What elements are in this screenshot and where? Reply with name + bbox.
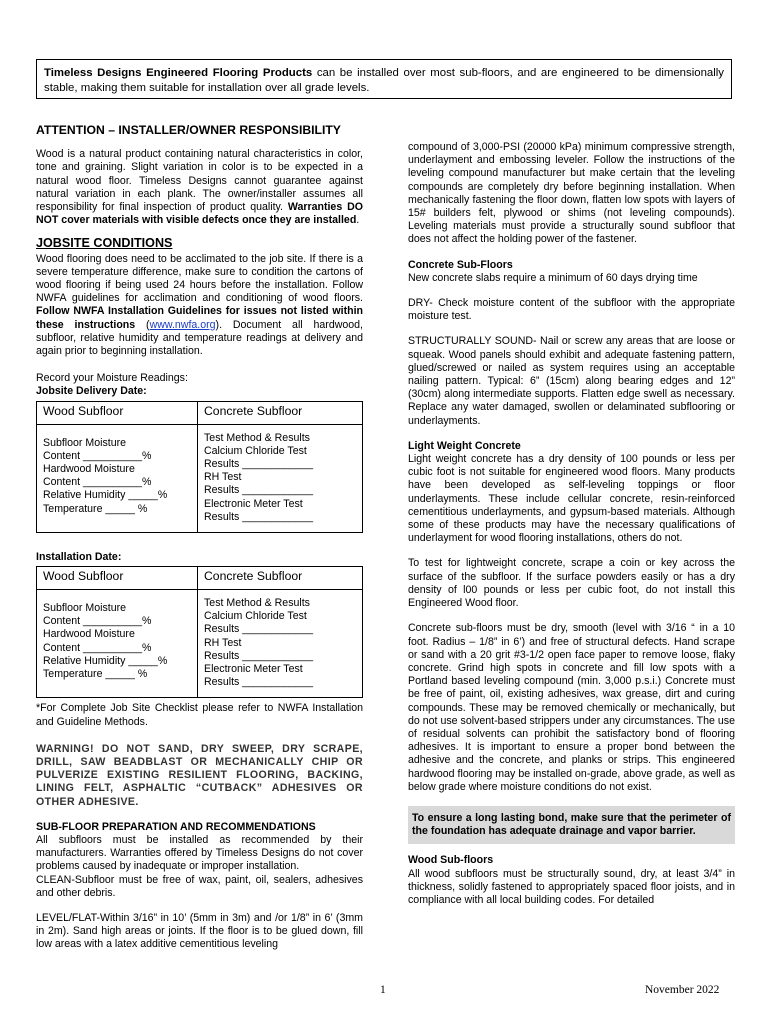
concrete-field: Calcium Chloride Test <box>204 610 307 623</box>
concrete-field: Results ____________ <box>204 649 313 662</box>
attention-heading: ATTENTION – INSTALLER/OWNER RESPONSIBILITY <box>36 123 341 137</box>
wood-field: Temperature _____ % <box>43 668 148 681</box>
concrete-field: Results ____________ <box>204 484 313 497</box>
wood-subfloor-header: Wood Subfloor <box>37 401 198 424</box>
attention-warranty-note: Warranties DO NOT cover materials with visible defects once they are installed <box>36 201 363 227</box>
subfloor-prep-heading: SUB-FLOOR PREPARATION AND RECOMMENDATIONS <box>36 820 316 833</box>
concrete-subfloors-text: New concrete slabs require a minimum of 60 days drying time <box>408 271 698 284</box>
footer-date: November 2022 <box>645 984 720 996</box>
concrete-requirements-text: Concrete sub-floors must be dry, smooth (level with 3/16 “ in a 10 foot. Radius – 1/8” in 6’) and free of structural defects. Hand scrape or sand with a 20 grit #3-1/2 open face paper to remove loose, flaky concrete. Grind high spots in concrete and fill low spots with a Portland based leveling compound (min. 3,000 p.s.i.) Concrete must be free of paint, oil, existing adhesives, wax grease, dirt and curing compounds. These may be removed chemically or mechanically, but do not use solvent-based strippers under any circumstances. The use of residual solvents can prohibit the satisfactory bond of flooring adhesives. It is important to ensure a proper bond between the adhesive and the concrete, and planks or strips. This engineered hardwood flooring may be installed on-grade, above grade, as well as below grade where moisture conditions do not exist. <box>408 622 735 793</box>
bond-note: To ensure a long lasting bond, make sure that the perimeter of the foundation has adequate drainage and vapor barrier. <box>408 806 735 844</box>
jobsite-heading: JOBSITE CONDITIONS <box>36 236 173 251</box>
wood-subfloor-header: Wood Subfloor <box>37 567 198 590</box>
wood-field: Content __________% <box>43 615 152 628</box>
jobsite-paragraph <box>36 253 363 359</box>
wood-field: Temperature _____ % <box>43 502 148 515</box>
lightweight-concrete-heading: Light Weight Concrete <box>408 439 521 452</box>
nwfa-link[interactable]: www.nwfa.org <box>149 318 216 331</box>
left-column <box>36 124 363 952</box>
installation-date-label: Installation Date: <box>36 550 122 563</box>
wood-field: Content __________% <box>43 449 152 462</box>
subfloor-prep-text: All subfloors must be installed as recommended by their manufacturers. Warranties offered by Timeless Designs do not cover problems caused by inadequate or improper installation. <box>36 833 363 873</box>
checklist-note: *For Complete Job Site Checklist please refer to NWFA Installation and Guideline Methods. <box>36 702 363 728</box>
wood-subfloors-heading: Wood Sub-floors <box>408 854 494 867</box>
right-column <box>408 141 735 907</box>
concrete-field: Results ____________ <box>204 623 313 636</box>
concrete-field: Results ____________ <box>204 458 313 471</box>
wood-field: Hardwood Moisture <box>43 463 135 476</box>
wood-subfloor-fields[interactable] <box>37 590 198 698</box>
wood-field: Hardwood Moisture <box>43 628 135 641</box>
installation-moisture-table <box>36 566 363 698</box>
concrete-subfloors-heading: Concrete Sub-Floors <box>408 258 513 271</box>
concrete-subfloor-fields[interactable] <box>198 424 363 532</box>
intro-box <box>36 59 732 99</box>
concrete-field: Results ____________ <box>204 676 313 689</box>
dry-text: DRY- Check moisture content of the subfloor with the appropriate moisture test. <box>408 297 735 323</box>
page-number: 1 <box>380 984 386 996</box>
wood-subfloors-text: All wood subfloors must be structurally sound, dry, at least 3/4” in thickness, solidly fastened to appropriately spaced floor joists, and in compliance with all local building codes. For detailed <box>408 867 735 906</box>
concrete-field: Electronic Meter Test <box>204 663 303 676</box>
wood-subfloor-fields[interactable] <box>37 424 198 532</box>
wood-field: Content __________% <box>43 641 152 654</box>
jobsite-text-2: ). Document all hardwood, subfloor, relative humidity and temperature readings at delivery and again prior to beginning installation. <box>36 318 363 358</box>
concrete-field: Results ____________ <box>204 510 313 523</box>
compound-text: compound of 3,000-PSI (20000 kPa) minimum compressive strength, underlayment and embossing leveler. Follow the instructions of the leveling compound manufacturer but make certain that the leveling compounds are completely dry before beginning installation. When mechanically fastening the floor down, flatten low spots with layers of 15# builders felt, plywood or shims (not leveling compounds). Leveling materials must provide a structurally sound subfloor that does not affect the holding power of the fastener. <box>408 141 735 246</box>
concrete-field: RH Test <box>204 636 242 649</box>
level-text: LEVEL/FLAT-Within 3/16” in 10’ (5mm in 3m) and /or 1/8” in 6’ (3mm in 2m). Sand high areas or joints. If the floor is to be glued down, fill low areas with a latex additive cementitious leveling <box>36 911 363 951</box>
attention-text: Wood is a natural product containing natural characteristics in color, tone and graining. Slight variation in color is to be expected in a natural wood floor. Timeless Designs cannot guarantee against natural variation in each plank. The owner/installer assumes all responsibility for final inspection of product quality. <box>36 148 363 214</box>
wood-field: Subfloor Moisture <box>43 602 127 615</box>
concrete-field: Calcium Chloride Test <box>204 444 307 457</box>
concrete-field: Test Method & Results <box>204 431 310 444</box>
concrete-field: Electronic Meter Test <box>204 497 303 510</box>
concrete-subfloor-header: Concrete Subfloor <box>198 401 363 424</box>
concrete-subfloor-fields[interactable] <box>198 590 363 698</box>
delivery-date-label: Jobsite Delivery Date: <box>36 385 147 398</box>
record-label: Record your Moisture Readings: <box>36 372 188 385</box>
intro-product-name: Timeless Designs Engineered Flooring Products <box>44 67 313 79</box>
lightweight-concrete-text: Light weight concrete has a dry density of 100 pounds or less per cubic foot is not suitable for engineered wood floors. Many products have been developed as self-leveling toppings or floor underlayments. These include cellular concrete, resin-reinforced cementitious underlayments, and gypsum-based materials. Although some of these products may have the necessary qualifications of underlayment for wood flooring installations, others do not. <box>408 453 735 545</box>
wood-field: Relative Humidity _____% <box>43 654 168 667</box>
delivery-moisture-table <box>36 401 363 533</box>
jobsite-text: Wood flooring does need to be acclimated to the job site. If there is a severe temperature difference, make sure to condition the cartons of wood flooring if being used 24 hours before the installation. Follow NWFA guidelines for acclimation and conditioning of wood floors. <box>36 252 363 305</box>
attention-end: . <box>356 214 360 227</box>
wood-field: Subfloor Moisture <box>43 436 127 449</box>
concrete-subfloor-header: Concrete Subfloor <box>198 567 363 590</box>
wood-field: Content __________% <box>43 476 152 489</box>
concrete-field: Test Method & Results <box>204 597 310 610</box>
intro-text: can be installed over most sub-floors, and are engineered to be dimensionally stable, making them suitable for installation over all grade levels. <box>44 67 724 94</box>
clean-text: CLEAN-Subfloor must be free of wax, paint, oil, sealers, adhesives and other debris. <box>36 873 363 899</box>
jobsite-paren: ( <box>135 318 150 331</box>
warning-text: WARNING! DO NOT SAND, DRY SWEEP, DRY SCRAPE, DRILL, SAW BEADBLAST OR MECHANICALLY CHIP OR PULVERIZE EXISTING RESILIENT FLOORING, BACKING, LINING FELT, ASPHALTIC “CUTBACK” ADHESIVES OR OTHER ADHESIVE. <box>36 742 363 808</box>
concrete-field: RH Test <box>204 471 242 484</box>
structural-text: STRUCTURALLY SOUND- Nail or screw any areas that are loose or squeak. Wood panels should exhibit and adequate fastening pattern, glued/screwed or nailed as system requires using an acceptable nailing pattern. Typical: 6” (15cm) along bearing edges and 12” (30cm) along intermediate supports. Flatten edge swell as necessary. Replace any water damaged, swollen or delaminated subflooring or underlayments. <box>408 335 735 427</box>
jobsite-nwfa-note: Follow NWFA Installation Guidelines for issues not listed within these instructions <box>36 305 363 331</box>
lightweight-test-text: To test for lightweight concrete, scrape a coin or key across the surface of the subfloor. If the surface powders easily or has a dry density of l00 pounds or less per cubic foot, do not install this Engineered Wood floor. <box>408 557 735 610</box>
attention-paragraph <box>36 148 363 227</box>
wood-field: Relative Humidity _____% <box>43 489 168 502</box>
